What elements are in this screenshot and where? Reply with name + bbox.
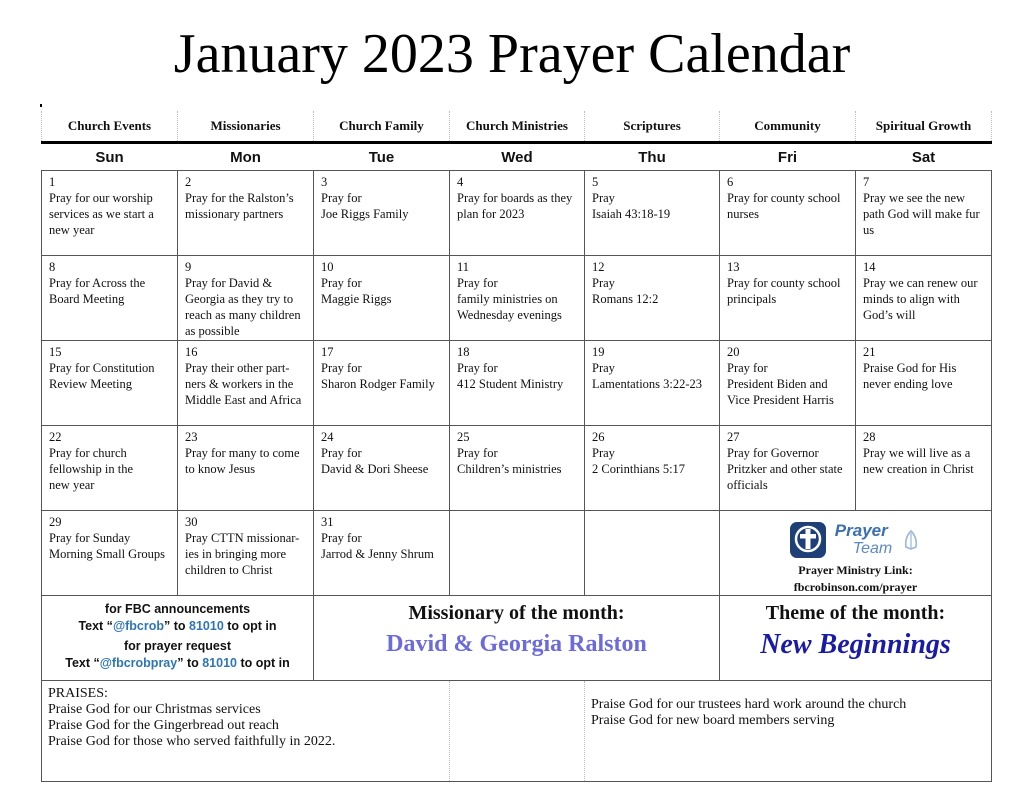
prayer-text: President Biden and Vice President Harris (727, 377, 834, 407)
praise-line: Praise God for those who served faithfully in 2022. (48, 734, 336, 749)
date-number: 27 (727, 430, 740, 444)
praises-right (585, 681, 992, 782)
week-row (42, 341, 992, 426)
praises-left (42, 681, 450, 782)
date-number: 5 (592, 175, 599, 189)
logo-line-2: Team (852, 540, 893, 557)
missionary-name: David & Georgia Ralston (386, 631, 647, 657)
day-cell (856, 171, 992, 256)
weekday-header: Mon (178, 143, 314, 171)
weekday-header: Wed (450, 143, 585, 171)
missionary-of-month (314, 596, 720, 681)
day-cell (450, 426, 585, 511)
date-number: 29 (49, 515, 62, 529)
prayer-text: Pray for (321, 191, 362, 205)
prayer-text: Pray (592, 191, 615, 205)
date-number: 8 (49, 260, 56, 274)
weekday-header: Fri (720, 143, 856, 171)
day-cell (178, 426, 314, 511)
missionary-label: Missionary of the month: (408, 602, 625, 624)
prayer-text: Pray for county school nurses (727, 191, 841, 221)
day-cell (450, 256, 585, 341)
date-number: 22 (49, 430, 62, 444)
week-row (42, 256, 992, 341)
day-cell (314, 511, 450, 596)
prayer-text: Pray their other part-ners & workers in the Middle East and Africa (185, 361, 302, 407)
prayer-text: Romans 12:2 (592, 292, 659, 306)
prayer-text: Pray for Sunday Morning Small Groups (49, 531, 165, 561)
day-cell (314, 341, 450, 426)
date-number: 17 (321, 345, 334, 359)
day-cell (314, 426, 450, 511)
prayer-text: family ministries on Wednesday evenings (457, 292, 562, 322)
day-cell (314, 171, 450, 256)
prayer-text: Jarrod & Jenny Shrum (321, 547, 434, 561)
prayer-text: Pray for church fellowship in the (49, 446, 134, 476)
prayer-text: Pray for county school principals (727, 276, 841, 306)
praise-line: Praise God for our trustees hard work around the church (591, 697, 907, 712)
prayer-text: Pray we see the new path God will make fur us (863, 191, 980, 237)
day-cell (720, 171, 856, 256)
date-number: 10 (321, 260, 334, 274)
day-cell (450, 171, 585, 256)
prayer-text: Pray for (457, 446, 498, 460)
sms-announcements-label: for FBC announcements (104, 602, 251, 616)
prayer-text: Pray for many to come to know Jesus (185, 446, 300, 476)
category-header: Church Ministries (450, 111, 585, 143)
prayer-text: Pray for boards as they plan for 2023 (457, 191, 573, 221)
sms-code: @fbcrobpray (99, 656, 178, 670)
weekday-header: Sun (42, 143, 178, 171)
praises-spacer (450, 681, 585, 782)
prayer-text: Pray we can renew our minds to align with God’s will (863, 276, 978, 322)
weekday-header: Tue (314, 143, 450, 171)
prayer-text: 2 Corinthians 5:17 (592, 462, 686, 476)
prayer-text: Pray (592, 446, 615, 460)
prayer-text: Pray (592, 361, 615, 375)
praises-row (42, 681, 992, 782)
category-header: Community (720, 111, 856, 143)
info-row (42, 596, 992, 681)
week-row (42, 426, 992, 511)
day-cell (42, 256, 178, 341)
day-cell (585, 341, 720, 426)
prayer-text: Pray for (457, 276, 498, 290)
date-number: 26 (592, 430, 605, 444)
prayer-text: Pray for the Ralston’s missionary partners (185, 191, 294, 221)
sms-number: 81010 (189, 619, 224, 633)
day-cell (42, 511, 178, 596)
category-header: Missionaries (178, 111, 314, 143)
date-number: 23 (185, 430, 198, 444)
prayer-link-url[interactable]: fbcrobinson.com/prayer (793, 580, 918, 594)
prayer-text: Lamentations 3:22-23 (592, 377, 703, 391)
date-number: 4 (457, 175, 464, 189)
prayer-text: Isaiah 43:18-19 (592, 207, 671, 221)
page-title: January 2023 Prayer Calendar (173, 23, 851, 85)
day-cell (450, 341, 585, 426)
week-row (42, 171, 992, 256)
theme-of-month (720, 596, 992, 681)
prayer-team-cell (720, 511, 992, 596)
date-number: 3 (321, 175, 328, 189)
day-cell (178, 256, 314, 341)
date-number: 1 (49, 175, 56, 189)
day-cell (178, 341, 314, 426)
sms-prayer-label: for prayer request (124, 639, 231, 653)
prayer-link-label: Prayer Ministry Link: (798, 563, 913, 577)
date-number: 12 (592, 260, 605, 274)
date-number: 24 (321, 430, 334, 444)
empty-day-cell (450, 511, 585, 596)
prayer-text: new year (49, 478, 95, 492)
prayer-text: Maggie Riggs (321, 292, 392, 306)
sms-prayer-instruction: Text “@fbcrobpray” to 81010 to opt in (65, 656, 290, 670)
date-number: 7 (863, 175, 870, 189)
day-cell (178, 171, 314, 256)
prayer-text: Pray for (457, 361, 498, 375)
prayer-text: Pray (592, 276, 615, 290)
prayer-text: Pray we will live as a new creation in Christ (863, 446, 974, 476)
category-header: Church Events (42, 111, 178, 143)
date-number: 14 (863, 260, 876, 274)
prayer-text: Joe Riggs Family (321, 207, 409, 221)
prayer-text: Pray for our worship services as we start a new year (49, 191, 154, 237)
day-cell (585, 171, 720, 256)
date-number: 11 (457, 260, 470, 274)
praise-line: Praise God for the Gingerbread out reach (48, 718, 279, 733)
day-cell (42, 341, 178, 426)
prayer-text: Pray for (321, 531, 362, 545)
prayer-text: Pray CTTN missionar-ies in bringing more children to Christ (185, 531, 300, 577)
praise-line: Praise God for new board members serving (591, 713, 835, 728)
church-cross-icon (789, 521, 827, 559)
theme-name: New Beginnings (760, 629, 951, 660)
prayer-text: Sharon Rodger Family (321, 377, 435, 391)
date-number: 2 (185, 175, 192, 189)
prayer-text: Pray for David & Georgia as they try to reach as many children as possible (185, 276, 301, 338)
date-number: 19 (592, 345, 605, 359)
prayer-text: Praise God for His never ending love (863, 361, 957, 391)
day-cell (585, 256, 720, 341)
category-header: Scriptures (585, 111, 720, 143)
day-cell (856, 341, 992, 426)
prayer-text: Pray for Constitution Review Meeting (49, 361, 155, 391)
prayer-text: Pray for Across the Board Meeting (49, 276, 146, 306)
date-number: 6 (727, 175, 734, 189)
weekday-row (42, 143, 992, 171)
prayer-text: Pray for (321, 446, 362, 460)
date-number: 15 (49, 345, 62, 359)
date-number: 9 (185, 260, 192, 274)
day-cell (42, 426, 178, 511)
sms-announcements-instruction: Text “@fbcrob” to 81010 to opt in (78, 619, 277, 633)
day-cell (585, 426, 720, 511)
prayer-calendar (41, 111, 991, 782)
prayer-team-logo (720, 519, 991, 561)
date-number: 25 (457, 430, 470, 444)
prayer-text: David & Dori Sheese (321, 462, 429, 476)
day-cell (720, 426, 856, 511)
day-cell (314, 256, 450, 341)
date-number: 20 (727, 345, 740, 359)
category-header: Spiritual Growth (856, 111, 992, 143)
date-number: 13 (727, 260, 740, 274)
day-cell (42, 171, 178, 256)
prayer-text: Children’s ministries (457, 462, 562, 476)
week-row (42, 511, 992, 596)
logo-line-1: Prayer (834, 521, 888, 540)
date-number: 16 (185, 345, 198, 359)
prayer-text: Pray for (321, 276, 362, 290)
praise-line: PRAISES: (48, 686, 108, 701)
sms-code: @fbcrob (112, 619, 165, 633)
date-number: 31 (321, 515, 334, 529)
praying-hands-icon (900, 529, 922, 551)
day-cell (178, 511, 314, 596)
category-row (42, 111, 992, 143)
theme-label: Theme of the month: (765, 602, 946, 624)
prayer-text: Pray for (727, 361, 768, 375)
day-cell (720, 341, 856, 426)
prayer-text: 412 Student Ministry (457, 377, 564, 391)
date-number: 30 (185, 515, 198, 529)
date-number: 18 (457, 345, 470, 359)
praise-line: Praise God for our Christmas services (48, 702, 261, 717)
empty-day-cell (585, 511, 720, 596)
weekday-header: Sat (856, 143, 992, 171)
sms-number: 81010 (202, 656, 237, 670)
date-number: 28 (863, 430, 876, 444)
date-number: 21 (863, 345, 876, 359)
sms-optin (42, 596, 314, 681)
day-cell (856, 426, 992, 511)
category-header: Church Family (314, 111, 450, 143)
prayer-text: Pray for (321, 361, 362, 375)
day-cell (720, 256, 856, 341)
prayer-text: Pray for Governor Pritzker and other state officials (727, 446, 843, 492)
corner-mark (40, 104, 42, 107)
weekday-header: Thu (585, 143, 720, 171)
day-cell (856, 256, 992, 341)
